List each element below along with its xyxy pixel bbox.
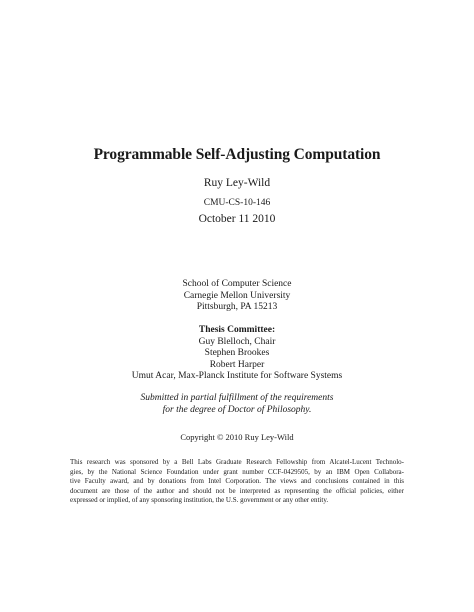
affiliation-block — [0, 279, 474, 314]
committee-member: Stephen Brookes — [204, 348, 270, 358]
degree-statement-line: for the degree of Doctor of Philosophy. — [162, 404, 312, 415]
committee-heading: Thesis Committee: — [198, 325, 276, 335]
degree-statement — [0, 393, 474, 416]
university-name: Carnegie Mellon University — [183, 290, 291, 301]
copyright-notice: Copyright © 2010 Ruy Ley-Wild — [180, 432, 294, 442]
thesis-title: Programmable Self-Adjusting Computation — [93, 146, 381, 163]
school-name: School of Computer Science — [182, 279, 292, 289]
committee-member: Robert Harper — [209, 359, 265, 370]
acknowledgment-line: expressed or implied, of any sponsoring institution, the U.S. government or any other entity. — [70, 496, 329, 505]
report-id: CMU-CS-10-146 — [203, 198, 271, 208]
acknowledgment-line: tive Faculty award, and by donations from Intel Corporation. The views and conclusions contained in this — [70, 477, 404, 486]
degree-statement-line: Submitted in partial fulfillment of the requirements — [140, 393, 334, 403]
acknowledgment-line: This research was sponsored by a Bell Labs Graduate Research Fellowship from Alcatel-Lucent Technolo- — [70, 458, 404, 466]
acknowledgment-line: gies, by the National Science Foundation under grant number CCF-0429505, by an IBM Open Collabora- — [70, 467, 404, 476]
publication-date: October 11 2010 — [198, 213, 276, 225]
acknowledgment-line: document are those of the author and should not be interpreted as representing the official policies, either — [70, 486, 404, 495]
author-name: Ruy Ley-Wild — [203, 177, 271, 189]
funding-acknowledgment — [70, 458, 404, 506]
committee-member: Umut Acar, Max-Planck Institute for Software Systems — [131, 371, 343, 381]
city-address: Pittsburgh, PA 15213 — [196, 302, 278, 312]
committee-member: Guy Blelloch, Chair — [198, 336, 276, 347]
committee-block — [0, 325, 474, 383]
